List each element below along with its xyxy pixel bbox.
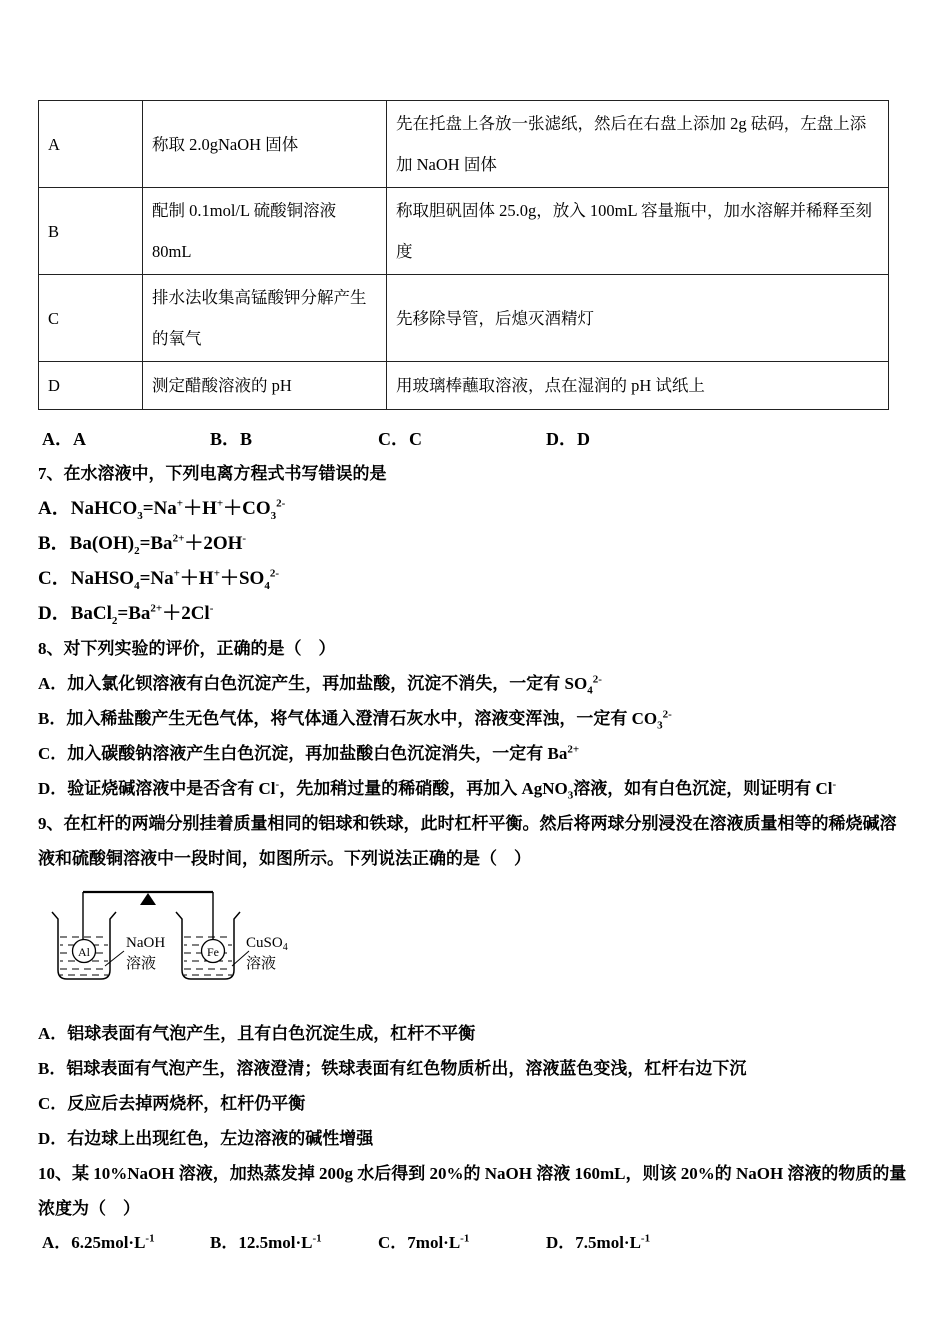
question-7-title: 7、在水溶液中，下列电离方程式书写错误的是: [38, 464, 387, 483]
row-c-label: C: [39, 275, 143, 362]
question-7-option-a: A．$NaHCO_3=Na^++H^++CO_3^{2-}$: [38, 497, 286, 522]
iron-ball-label: Fe: [207, 945, 219, 959]
question-10-text: 10、某 10%NaOH 溶液，加热蒸发掉 200g 水后得到 20%的 NaOH 溶液 160mL，则该 20%的 NaOH 溶液的物质的量浓度为（ ）: [38, 1164, 907, 1218]
row-c-procedure: 先移除导管，后熄灭酒精灯: [387, 275, 889, 362]
q10-option-d: D．$7.5mol\cdot L^{-1}$: [546, 1232, 651, 1252]
q6-option-c: C．C: [378, 429, 422, 449]
q10-option-b: B．$12.5mol\cdot L^{-1}$: [210, 1232, 322, 1252]
q6-option-a: A．A: [42, 429, 86, 449]
question-7-option-b: B．$Ba(OH)_2=Ba^{2+}+2OH^-$: [38, 532, 247, 557]
left-label-pointer: [105, 951, 124, 966]
right-solution-formula: CuSO$_4$: [246, 935, 288, 953]
row-a-procedure: 先在托盘上各放一张滤纸，然后在右盘上添加 2g 砝码，左盘上添加 NaOH 固体: [387, 101, 889, 188]
q6-option-b: B．B: [210, 429, 253, 449]
question-9-option-c: C．反应后去掉两烧杯，杠杆仍平衡: [38, 1094, 306, 1113]
question-8: [38, 631, 910, 806]
question-10: [38, 1156, 910, 1260]
row-b-procedure: 称取胆矾固体 25.0g，放入 100mL 容量瓶中，加水溶解并稀释至刻度: [387, 188, 889, 275]
row-a-label: A: [39, 101, 143, 188]
table-row-a: [39, 101, 889, 188]
row-d-label: D: [39, 362, 143, 410]
q10-option-c: C．$7mol\cdot L^{-1}$: [378, 1232, 470, 1252]
question-8-option-d: D．验证烧碱溶液中是否含有 Cl-，先加稍过量的稀硝酸，再加入 AgNO$_3$溶液，如有白色沉淀，则证明有 Cl-: [38, 778, 837, 802]
row-c-operation: 排水法收集高锰酸钾分解产生的氧气: [143, 275, 387, 362]
left-solution-word: 溶液: [126, 956, 157, 972]
table-row-c: [39, 275, 889, 362]
row-a-operation: 称取 2.0gNaOH 固体: [143, 101, 387, 188]
right-solution-word: 溶液: [246, 956, 277, 972]
table-row-d: [39, 362, 889, 410]
question-7: [38, 456, 910, 631]
table-row-b: [39, 188, 889, 275]
question-10-answer-row: [42, 1226, 910, 1260]
question-8-title: 8、对下列实验的评价，正确的是（ ）: [38, 639, 336, 658]
question-7-option-c: C．$NaHSO_4=Na^++H^++SO_4^{2-}$: [38, 567, 280, 592]
question-8-option-a: A．加入氯化钡溶液有白色沉淀产生，再加盐酸，沉淀不消失，一定有 $SO_4^{2-}$: [38, 673, 602, 697]
question-7-option-d: D．$BaCl_2=Ba^{2+}+2Cl^-$: [38, 602, 214, 627]
question-6-answer-row: [42, 422, 910, 456]
question-9-option-d: D．右边球上出现红色，左边溶液的碱性增强: [38, 1129, 374, 1148]
q10-option-a: A．$6.25mol\cdot L^{-1}$: [42, 1232, 155, 1252]
question-8-option-b: B．加入稀盐酸产生无色气体，将气体通入澄清石灰水中，溶液变浑浊，一定有 $CO_3^{2-}$: [38, 708, 672, 732]
question-8-option-c: C．加入碳酸钠溶液产生白色沉淀，再加盐酸白色沉淀消失，一定有 $Ba^{2+}$: [38, 743, 580, 763]
question-9-text: 9、在杠杆的两端分别挂着质量相同的铝球和铁球，此时杠杆平衡。然后将两球分别浸没在溶液质量相等的稀烧碱溶液和硫酸铜溶液中一段时间，如图所示。下列说法正确的是（ ）: [38, 814, 897, 868]
question-9-option-b: B．铝球表面有气泡产生，溶液澄清；铁球表面有红色物质析出，溶液蓝色变浅，杠杆右边下沉: [38, 1059, 747, 1078]
row-d-operation: 测定醋酸溶液的 pH: [143, 362, 387, 410]
aluminum-ball-label: Al: [78, 945, 90, 959]
lever-beakers-diagram: [48, 884, 308, 996]
q6-option-d: D．D: [546, 429, 590, 449]
row-b-label: B: [39, 188, 143, 275]
row-d-procedure: 用玻璃棒蘸取溶液，点在湿润的 pH 试纸上: [387, 362, 889, 410]
question-9-option-a: A．铝球表面有气泡产生，且有白色沉淀生成，杠杆不平衡: [38, 1024, 476, 1043]
fulcrum-icon: [140, 893, 156, 905]
question-9: [38, 806, 910, 1156]
left-solution-formula: NaOH: [126, 935, 166, 951]
row-b-operation: 配制 0.1mol/L 硫酸铜溶液 80mL: [143, 188, 387, 275]
experiment-evaluation-table: [38, 100, 889, 410]
